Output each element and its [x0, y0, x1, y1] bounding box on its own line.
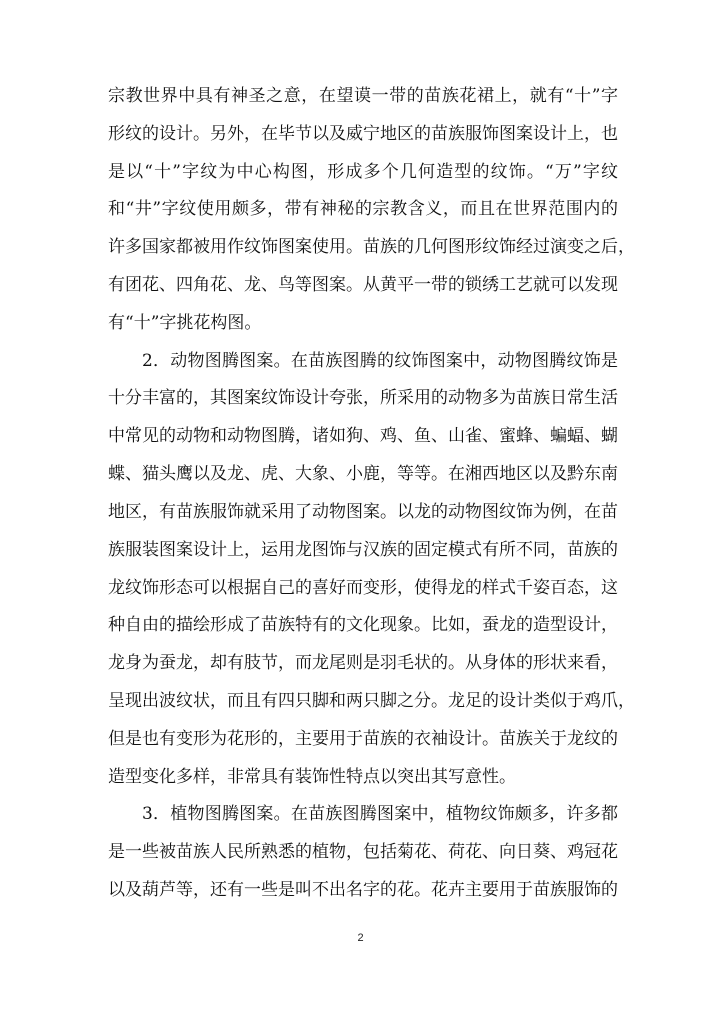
text-line: 宗教世界中具有神圣之意，在望谟一带的苗族花裙上，就有“十”字: [108, 86, 618, 106]
text-line: 呈现出波纹状，而且有四只脚和两只脚之分。龙足的设计类似于鸡爪，: [108, 691, 635, 711]
text-line: 种自由的描绘形成了苗族特有的文化现象。比如，蚕龙的造型设计，: [108, 615, 618, 635]
text-line: 以及葫芦等，还有一些是叫不出名字的花。花卉主要用于苗族服饰的: [108, 880, 618, 900]
text-line: 许多国家都被用作纹饰图案使用。苗族的几何图形纹饰经过演变之后，: [108, 237, 635, 257]
text-line: 中常见的动物和动物图腾，诸如狗、鸡、鱼、山雀、蜜蜂、蝙蝠、蝴: [108, 426, 618, 446]
text-line: 有“十”字挑花构图。: [108, 313, 262, 333]
paragraph-heading-line: 3．植物图腾图案。在苗族图腾图案中，植物纹饰颇多，许多都: [142, 804, 618, 824]
text-line: 是以“十”字纹为中心构图，形成多个几何造型的纹饰。“万”字纹: [108, 162, 618, 182]
text-line: 有团花、四角花、龙、鸟等图案。从黄平一带的锁绣工艺就可以发现: [108, 275, 618, 295]
text-line: 地区，有苗族服饰就采用了动物图案。以龙的动物图纹饰为例，在苗: [108, 502, 618, 522]
paragraph-heading-line: 2．动物图腾图案。在苗族图腾的纹饰图案中，动物图腾纹饰是: [142, 351, 618, 371]
text-line: 形纹的设计。另外，在毕节以及威宁地区的苗族服饰图案设计上，也: [108, 124, 618, 144]
text-line: 造型变化多样，非常具有装饰性特点以突出其写意性。: [108, 767, 516, 787]
document-page: [108, 0, 635, 1020]
text-line: 龙纹饰形态可以根据自己的喜好而变形，使得龙的样式千姿百态，这: [108, 578, 618, 598]
text-line: 族服装图案设计上，运用龙图饰与汉族的固定模式有所不同，苗族的: [108, 540, 618, 560]
text-line: 是一些被苗族人民所熟悉的植物，包括菊花、荷花、向日葵、鸡冠花: [108, 842, 618, 862]
text-line: 但是也有变形为花形的，主要用于苗族的衣袖设计。苗族关于龙纹的: [108, 729, 618, 749]
text-line: 和“井”字纹使用颇多，带有神秘的宗教含义，而且在世界范围内的: [108, 199, 618, 219]
page-number: 2: [357, 932, 364, 944]
text-line: 蝶、猫头鹰以及龙、虎、大象、小鹿，等等。在湘西地区以及黔东南: [108, 464, 618, 484]
text-line: 十分丰富的，其图案纹饰设计夸张，所采用的动物多为苗族日常生活: [108, 388, 618, 408]
text-line: 龙身为蚕龙，却有肢节，而龙尾则是羽毛状的。从身体的形状来看，: [108, 653, 618, 673]
